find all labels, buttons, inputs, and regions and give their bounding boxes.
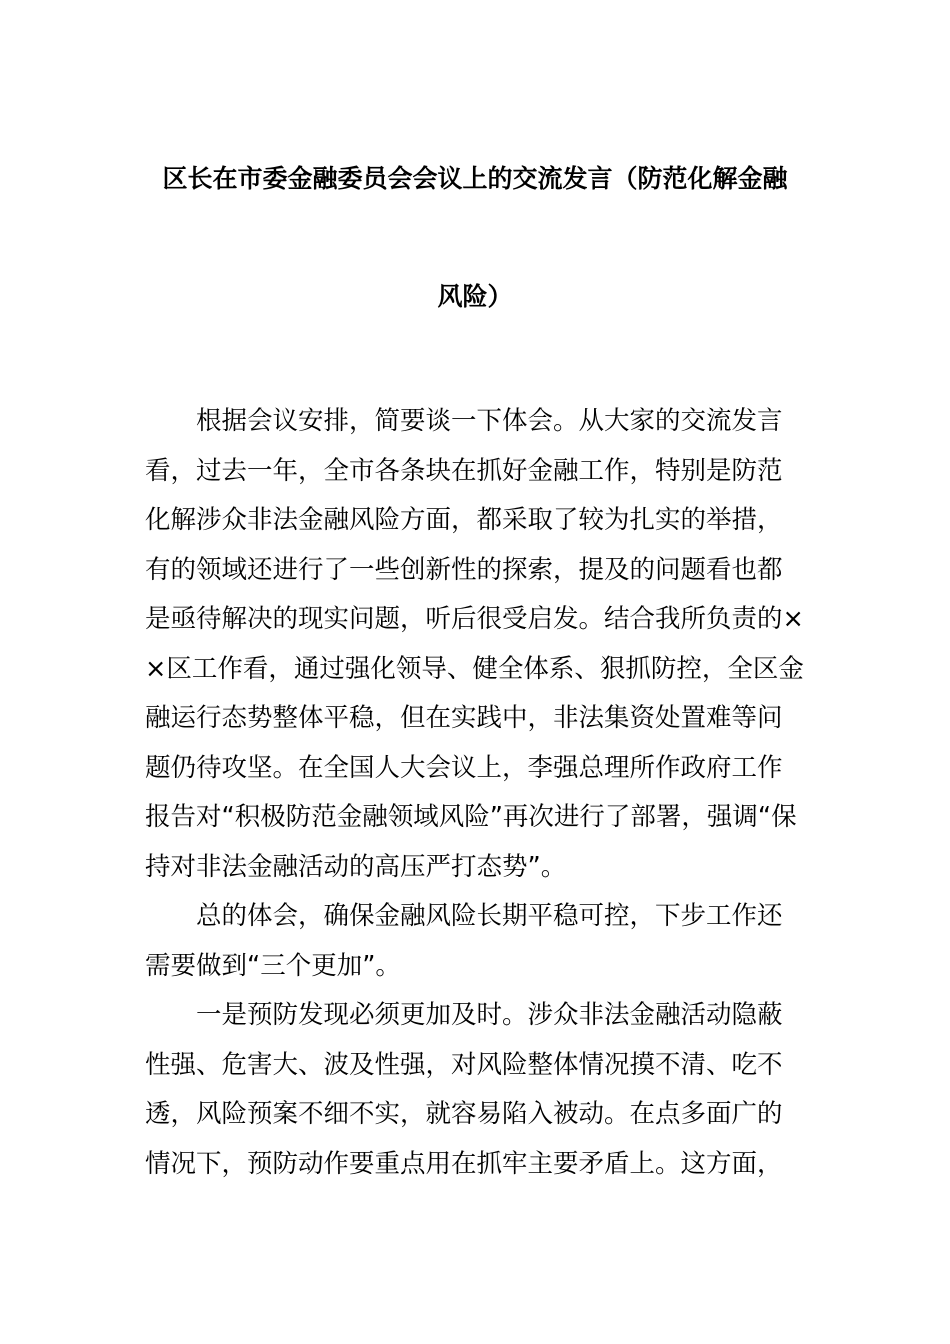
body-line: 是亟待解决的现实问题，听后很受启发。结合我所负责的×: [145, 604, 804, 634]
body-line: 需要做到“三个更加”。: [145, 950, 401, 981]
body-line: 化解涉众非法金融风险方面，都采取了较为扎实的举措，: [145, 505, 783, 535]
body-line: 题仍待攻坚。在全国人大会议上，李强总理所作政府工作: [145, 752, 783, 783]
document-title-line-1: 区长在市委金融委员会会议上的交流发言（防范化解金融: [162, 164, 788, 193]
body-line: 看，过去一年，全市各条块在抓好金融工作，特别是防范: [145, 455, 783, 486]
body-line: 根据会议安排，简要谈一下体会。从大家的交流发言: [196, 406, 783, 436]
body-line: 透，风险预案不细不实，就容易陷入被动。在点多面广的: [145, 1099, 783, 1129]
document-body: [145, 403, 805, 1195]
body-line: 情况下，预防动作要重点用在抓牢主要矛盾上。这方面，: [145, 1148, 783, 1179]
body-line: 一是预防发现必须更加及时。涉众非法金融活动隐蔽: [196, 1000, 783, 1030]
body-line: 融运行态势整体平稳，但在实践中，非法集资处置难等问: [145, 703, 783, 733]
body-line: 有的领域还进行了一些创新性的探索，提及的问题看也都: [145, 554, 783, 585]
body-line: 报告对“积极防范金融领域风险”再次进行了部署，强调“保: [145, 802, 797, 832]
body-line: 性强、危害大、波及性强，对风险整体情况摸不清、吃不: [145, 1049, 783, 1080]
body-line: 持对非法金融活动的高压严打态势”。: [145, 851, 567, 882]
body-line: ×区工作看，通过强化领导、健全体系、狠抓防控，全区金: [145, 653, 804, 684]
body-line: 总的体会，确保金融风险长期平稳可控，下步工作还: [196, 901, 783, 931]
document-title-line-2: 风险）: [437, 282, 513, 311]
